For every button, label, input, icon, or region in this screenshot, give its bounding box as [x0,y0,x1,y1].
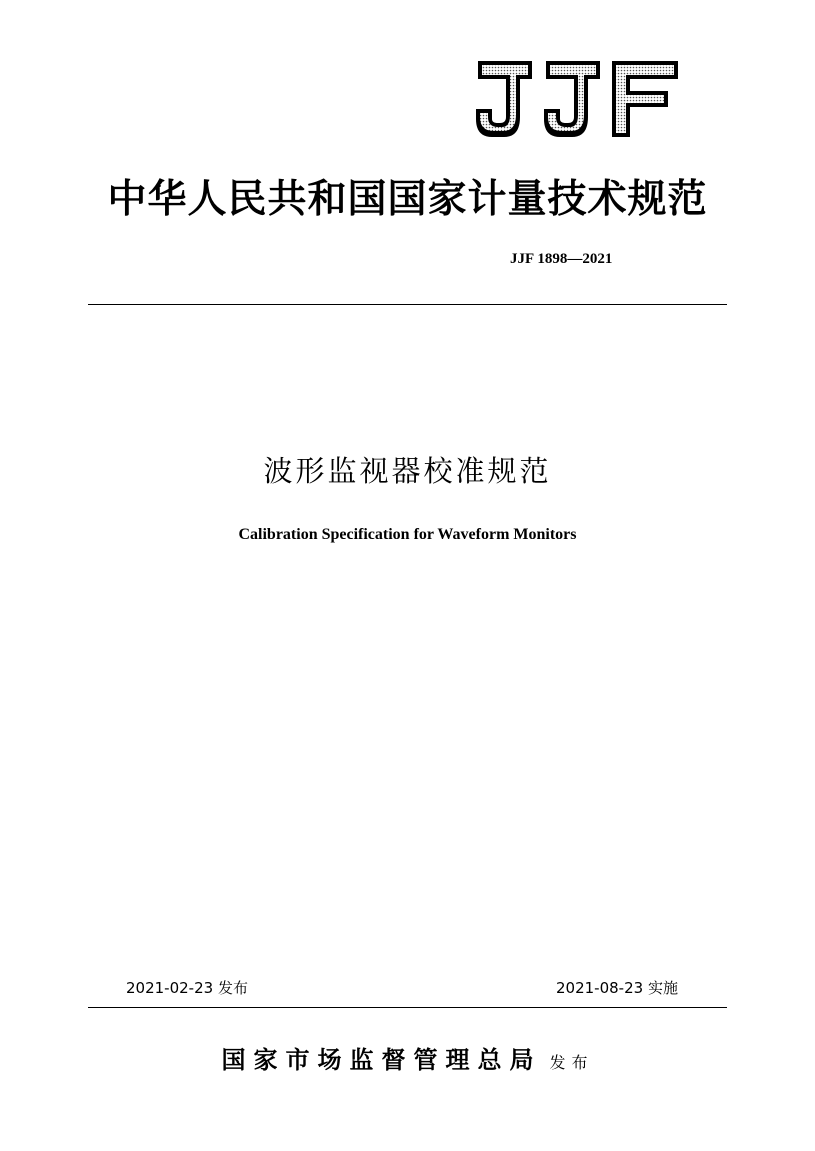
document-subtitle: Calibration Specification for Waveform Monitors [238,526,577,543]
bottom-divider [88,1007,727,1008]
logo-letter-j1 [476,61,532,137]
issuer-line [0,1040,815,1075]
issue-date: 2021-02-23 发布 [126,979,248,997]
document-title: 波形监视器校准规范 [263,454,552,488]
standard-number: JJF 1898—2021 [510,251,613,267]
issuer-name: 国家市场监督管理总局 [221,1045,542,1074]
issuer-action: 发布 [549,1053,594,1072]
logo-letter-j2 [544,61,600,137]
main-title: 中华人民共和国国家计量技术规范 [107,176,708,222]
effective-date: 2021-08-23 实施 [556,979,678,997]
logo-letter-f [612,61,678,137]
top-divider [88,304,727,305]
jjf-logo-icon [470,57,682,143]
